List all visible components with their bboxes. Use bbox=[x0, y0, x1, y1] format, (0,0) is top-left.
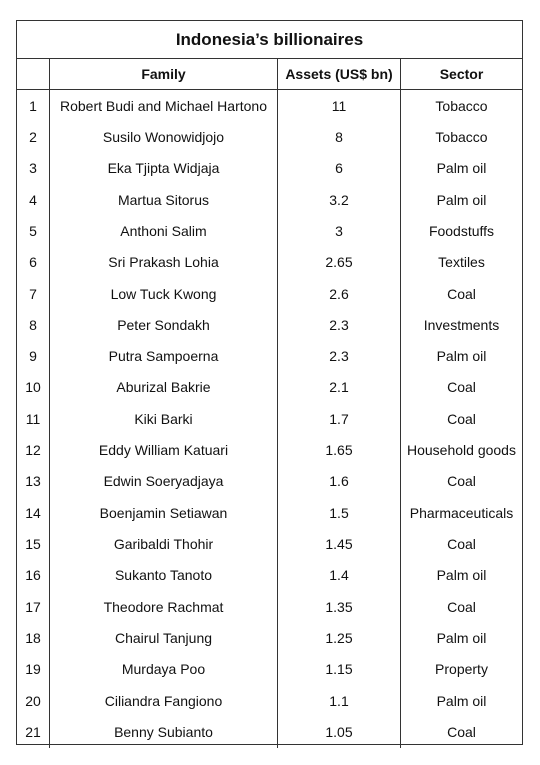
row-assets: 1.25 bbox=[278, 622, 401, 653]
row-sector: Coal bbox=[447, 723, 476, 740]
row-family: Sukanto Tanoto bbox=[50, 560, 278, 591]
row-assets: 1.5 bbox=[278, 497, 401, 528]
row-family: Low Tuck Kwong bbox=[50, 278, 278, 309]
table-title: Indonesia’s billionaires bbox=[17, 21, 522, 59]
row-assets: 1.15 bbox=[278, 654, 401, 685]
row-family: Anthoni Salim bbox=[50, 215, 278, 246]
table-row bbox=[17, 215, 522, 246]
row-number: 9 bbox=[17, 341, 50, 372]
row-number: 17 bbox=[17, 591, 50, 622]
header-assets: Assets (US$ bn) bbox=[278, 59, 401, 89]
row-assets: 2.65 bbox=[278, 247, 401, 278]
row-sector: Coal bbox=[447, 410, 476, 427]
row-number: 20 bbox=[17, 685, 50, 716]
row-family: Aburizal Bakrie bbox=[50, 372, 278, 403]
table-row bbox=[17, 466, 522, 497]
row-assets: 8 bbox=[278, 121, 401, 152]
row-number: 15 bbox=[17, 528, 50, 559]
row-number: 10 bbox=[17, 372, 50, 403]
row-sector: Palm oil bbox=[436, 160, 487, 177]
table-row bbox=[17, 247, 522, 278]
row-sector: Palm oil bbox=[436, 348, 487, 365]
row-family: Murdaya Poo bbox=[50, 654, 278, 685]
row-family: Peter Sondakh bbox=[50, 309, 278, 340]
row-number: 5 bbox=[17, 215, 50, 246]
row-number: 4 bbox=[17, 184, 50, 215]
table-header-row bbox=[17, 59, 522, 90]
table-row bbox=[17, 685, 522, 716]
row-sector: Coal bbox=[447, 598, 476, 615]
row-number: 2 bbox=[17, 121, 50, 152]
row-number: 6 bbox=[17, 247, 50, 278]
table-row bbox=[17, 716, 522, 747]
row-sector: Pharmaceuticals bbox=[409, 504, 514, 521]
row-family: Sri Prakash Lohia bbox=[50, 247, 278, 278]
row-family: Martua Sitorus bbox=[50, 184, 278, 215]
row-number: 21 bbox=[17, 716, 50, 747]
row-family: Putra Sampoerna bbox=[50, 341, 278, 372]
row-assets: 1.35 bbox=[278, 591, 401, 622]
row-sector: Palm oil bbox=[436, 191, 487, 208]
row-assets: 2.3 bbox=[278, 309, 401, 340]
row-assets: 2.3 bbox=[278, 341, 401, 372]
row-assets: 1.6 bbox=[278, 466, 401, 497]
row-number: 13 bbox=[17, 466, 50, 497]
row-sector: Coal bbox=[447, 473, 476, 490]
row-family: Boenjamin Setiawan bbox=[50, 497, 278, 528]
row-sector: Palm oil bbox=[436, 567, 487, 584]
row-sector: Property bbox=[435, 661, 488, 678]
table-body bbox=[17, 90, 522, 748]
table-row bbox=[17, 90, 522, 121]
row-sector: Textiles bbox=[438, 254, 485, 271]
table-row bbox=[17, 372, 522, 403]
row-assets: 2.6 bbox=[278, 278, 401, 309]
row-number: 7 bbox=[17, 278, 50, 309]
row-family: Edwin Soeryadjaya bbox=[50, 466, 278, 497]
row-assets: 2.1 bbox=[278, 372, 401, 403]
row-assets: 3.2 bbox=[278, 184, 401, 215]
header-number bbox=[17, 59, 50, 89]
table-row bbox=[17, 560, 522, 591]
row-assets: 1.65 bbox=[278, 434, 401, 465]
row-assets: 1.05 bbox=[278, 716, 401, 747]
table-row bbox=[17, 184, 522, 215]
row-family: Robert Budi and Michael Hartono bbox=[50, 90, 278, 121]
table-row bbox=[17, 528, 522, 559]
row-family: Theodore Rachmat bbox=[50, 591, 278, 622]
table-row bbox=[17, 622, 522, 653]
row-sector: Tobacco bbox=[435, 97, 488, 114]
table-row bbox=[17, 278, 522, 309]
header-sector: Sector bbox=[439, 66, 484, 82]
row-number: 14 bbox=[17, 497, 50, 528]
row-assets: 3 bbox=[278, 215, 401, 246]
row-sector: Coal bbox=[447, 285, 476, 302]
row-assets: 1.7 bbox=[278, 403, 401, 434]
row-number: 1 bbox=[17, 90, 50, 121]
row-number: 11 bbox=[17, 403, 50, 434]
table-row bbox=[17, 341, 522, 372]
row-sector: Coal bbox=[447, 379, 476, 396]
row-assets: 6 bbox=[278, 153, 401, 184]
table-row bbox=[17, 591, 522, 622]
row-family: Benny Subianto bbox=[50, 716, 278, 747]
row-sector: Palm oil bbox=[436, 692, 487, 709]
row-number: 12 bbox=[17, 434, 50, 465]
row-number: 16 bbox=[17, 560, 50, 591]
table-row bbox=[17, 309, 522, 340]
row-family: Eddy William Katuari bbox=[50, 434, 278, 465]
row-number: 8 bbox=[17, 309, 50, 340]
row-family: Garibaldi Thohir bbox=[50, 528, 278, 559]
row-sector: Investments bbox=[423, 316, 500, 333]
row-assets: 1.4 bbox=[278, 560, 401, 591]
row-assets: 1.45 bbox=[278, 528, 401, 559]
row-family: Susilo Wonowidjojo bbox=[50, 121, 278, 152]
row-family: Chairul Tanjung bbox=[50, 622, 278, 653]
row-sector: Household goods bbox=[407, 442, 516, 459]
billionaires-table bbox=[16, 20, 523, 745]
row-number: 18 bbox=[17, 622, 50, 653]
table-row bbox=[17, 153, 522, 184]
row-sector: Foodstuffs bbox=[428, 222, 495, 239]
row-sector: Tobacco bbox=[435, 128, 488, 145]
row-family: Ciliandra Fangiono bbox=[50, 685, 278, 716]
header-family: Family bbox=[50, 59, 278, 89]
table-row bbox=[17, 403, 522, 434]
row-assets: 1.1 bbox=[278, 685, 401, 716]
row-family: Kiki Barki bbox=[50, 403, 278, 434]
table-row bbox=[17, 121, 522, 152]
row-number: 3 bbox=[17, 153, 50, 184]
row-sector: Palm oil bbox=[436, 629, 487, 646]
table-row bbox=[17, 654, 522, 685]
table-row bbox=[17, 434, 522, 465]
table-row bbox=[17, 497, 522, 528]
row-assets: 11 bbox=[278, 90, 401, 121]
row-family: Eka Tjipta Widjaja bbox=[50, 153, 278, 184]
row-number: 19 bbox=[17, 654, 50, 685]
row-sector: Coal bbox=[447, 536, 476, 553]
